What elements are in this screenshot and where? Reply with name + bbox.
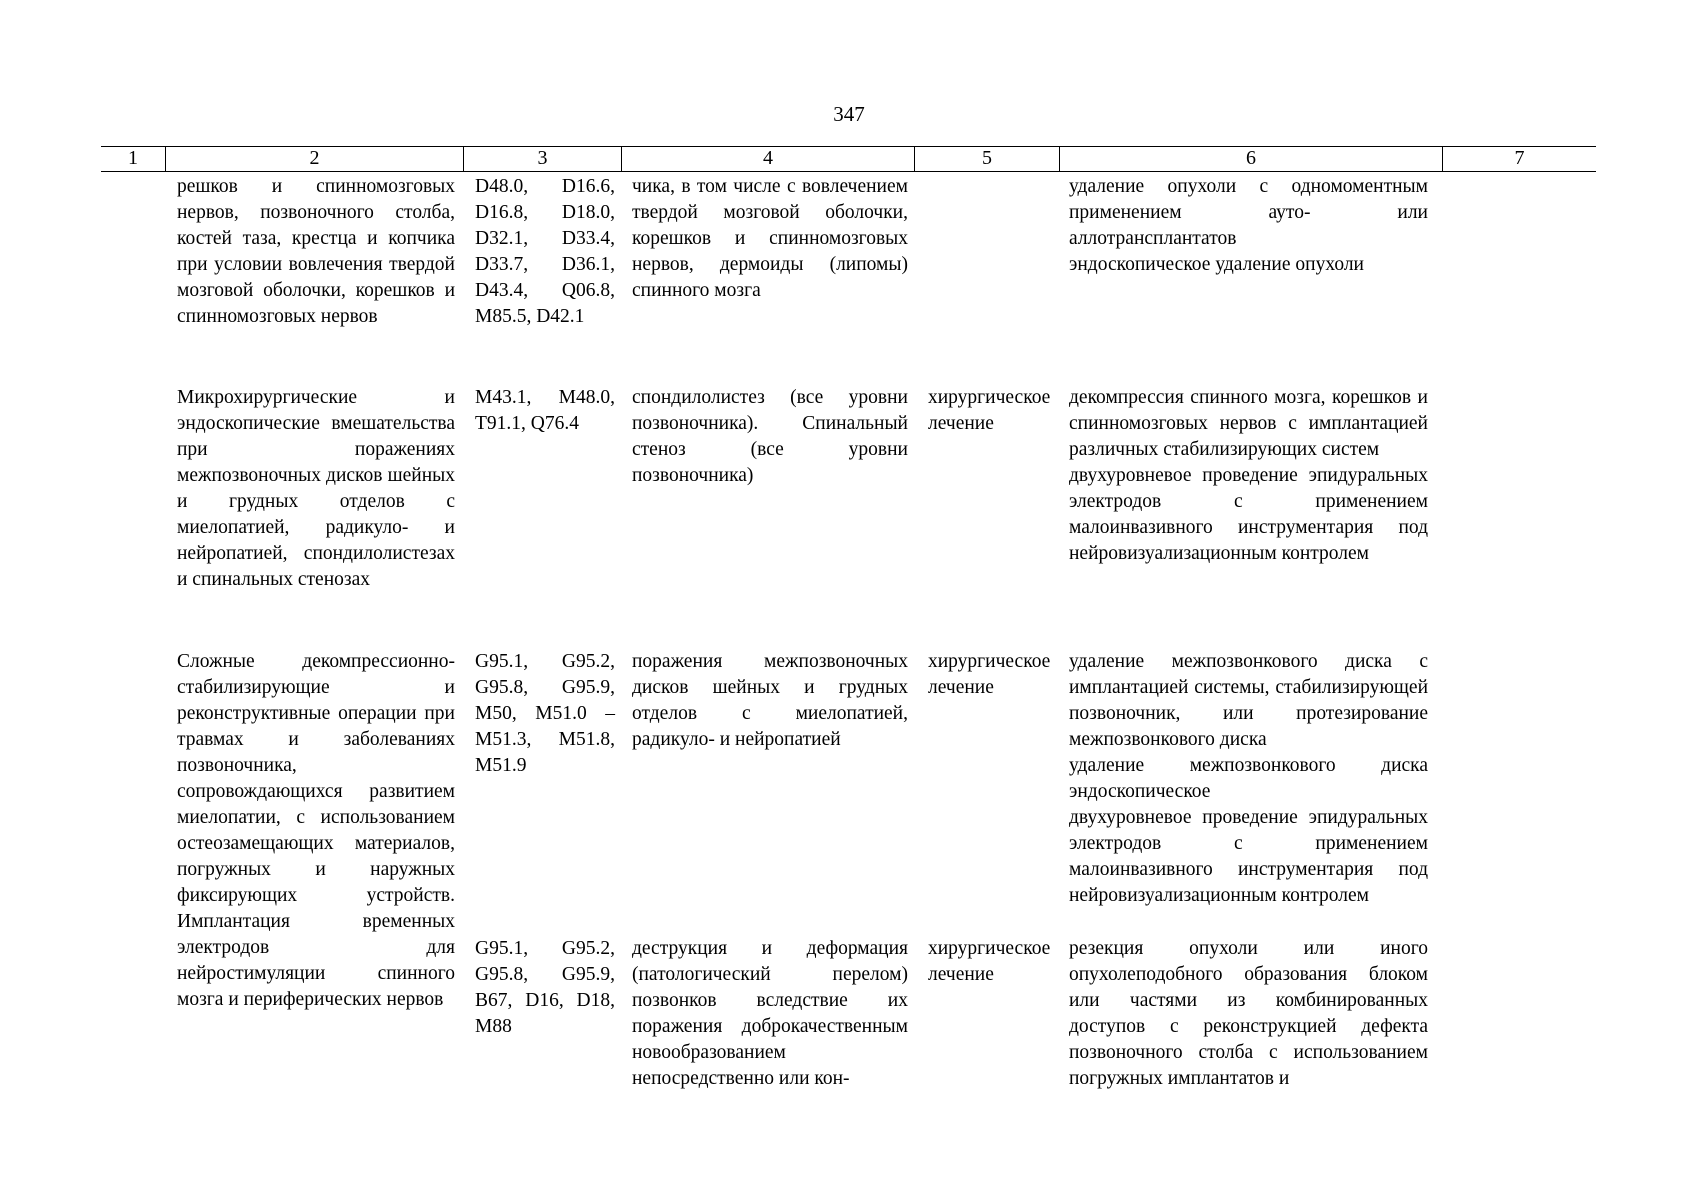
row-2-col-2	[177, 385, 455, 593]
row-1-col-6-text-2: эндоскопическое удаление опухоли	[1069, 254, 1364, 275]
row-2-col-3	[475, 385, 615, 437]
row-2-col-4-text: спондилолистез (все уровни позвоночника). Спинальный стеноз (все уровни позвоночника)	[632, 387, 908, 486]
row-2-col-5-text: хирургическое лечение	[928, 387, 1051, 434]
row-4-col-4	[632, 936, 908, 1092]
row-1-col-3-text: D48.0, D16.6, D16.8, D18.0, D32.1, D33.4, D33.7, D36.1, D43.4, Q06.8, M85.5, D42.1	[475, 176, 615, 327]
row-3-col-5-text: хирургическое лечение	[928, 651, 1051, 698]
row-4-col-6	[1069, 936, 1428, 1092]
row-4-col-5-text: хирургическое лечение	[928, 938, 1051, 985]
row-4-col-3-text: G95.1, G95.2, G95.8, G95.9, B67, D16, D18, M88	[475, 938, 615, 1037]
header-col-5: 5	[914, 147, 1059, 171]
row-1-col-3	[475, 174, 615, 330]
row-4-col-5	[928, 936, 1050, 988]
header-col-3: 3	[463, 147, 621, 171]
row-1-col-2-text: решков и спинномозговых нервов, позвоночного столба, костей таза, крестца и копчика при условии вовлечения твердой мозговой оболочки, корешков и спинномозговых нервов	[177, 176, 455, 327]
row-3-col-6-text-1: удаление межпозвонкового диска с имплантацией системы, стабилизирующей позвоночник, или протезирование межпозвонкового диска	[1069, 651, 1428, 750]
row-3-col-3	[475, 649, 615, 779]
row-3-col-4-text: поражения межпозвоночных дисков шейных и грудных отделов с миелопатией, радикуло- и нейропатией	[632, 651, 908, 750]
header-col-2: 2	[165, 147, 463, 171]
row-1-col-2	[177, 174, 455, 330]
row-3-col-5	[928, 649, 1050, 701]
row-3-col-6-text-2: удаление межпозвонкового диска эндоскопическое	[1069, 755, 1428, 802]
row-2-col-5	[928, 385, 1050, 437]
row-3-col-4	[632, 649, 908, 753]
row-2-col-4	[632, 385, 908, 489]
row-2-col-6-text-2: двухуровневое проведение эпидуральных электродов с применением малоинвазивного инструментария под нейровизуализационным контролем	[1069, 465, 1428, 564]
row-2-col-2-text: Микрохирургические и эндоскопические вмешательства при поражениях межпозвоночных дисков шейных и грудных отделов с миелопатией, радикуло- и нейропатией, спондилолистезах и спинальных стенозах	[177, 387, 455, 590]
header-col-1: 1	[128, 147, 138, 169]
header-col-6: 6	[1059, 147, 1442, 171]
page-number: 347	[833, 102, 865, 126]
row-2-col-6	[1069, 385, 1428, 567]
row-3-col-3-text: G95.1, G95.2, G95.8, G95.9, M50, M51.0 – M51.3, M51.8, M51.9	[475, 651, 615, 776]
row-4-col-6-text: резекция опухоли или иного опухолеподобного образования блоком или частями из комбинированных доступов с реконструкцией дефекта позвоночного столба с использованием погружных имплантатов и	[1069, 938, 1428, 1089]
row-3-col-6-text-3: двухуровневое проведение эпидуральных электродов с применением малоинвазивного инструментария под нейровизуализационным контролем	[1069, 807, 1428, 906]
row-1-col-4	[632, 174, 908, 304]
header-col-7: 7	[1442, 147, 1596, 171]
row-3-col-2-text: Сложные декомпрессионно-стабилизирующие и реконструктивные операции при травмах и заболеваниях позвоночника, сопровождающихся развитием миелопатии, с использованием остеозамещающих материалов, погружных и наружных фиксирующих устройств. Имплантация временных электродов для нейростимуляции спинного мозга и периферических нервов	[177, 651, 455, 1010]
row-3-col-6	[1069, 649, 1428, 909]
header-col-4: 4	[621, 147, 914, 171]
row-2-col-6-text-1: декомпрессия спинного мозга, корешков и спинномозговых нервов с имплантацией различных стабилизирующих систем	[1069, 387, 1428, 460]
row-3-col-2	[177, 649, 455, 1013]
row-2-col-3-text: M43.1, M48.0, T91.1, Q76.4	[475, 387, 615, 434]
row-1-col-6	[1069, 174, 1428, 278]
row-4-col-4-text: деструкция и деформация (патологический перелом) позвонков вследствие их поражения доброкачественным новообразованием непосредственно или кон-	[632, 938, 908, 1089]
row-4-col-3	[475, 936, 615, 1040]
row-1-col-4-text: чика, в том числе с вовлечением твердой мозговой оболочки, корешков и спинномозговых нервов, дермоиды (липомы) спинного мозга	[632, 176, 908, 301]
row-1-col-6-text-1: удаление опухоли с одномоментным применением ауто- или аллотрансплантатов	[1069, 176, 1428, 249]
table-header-row	[101, 146, 1596, 172]
